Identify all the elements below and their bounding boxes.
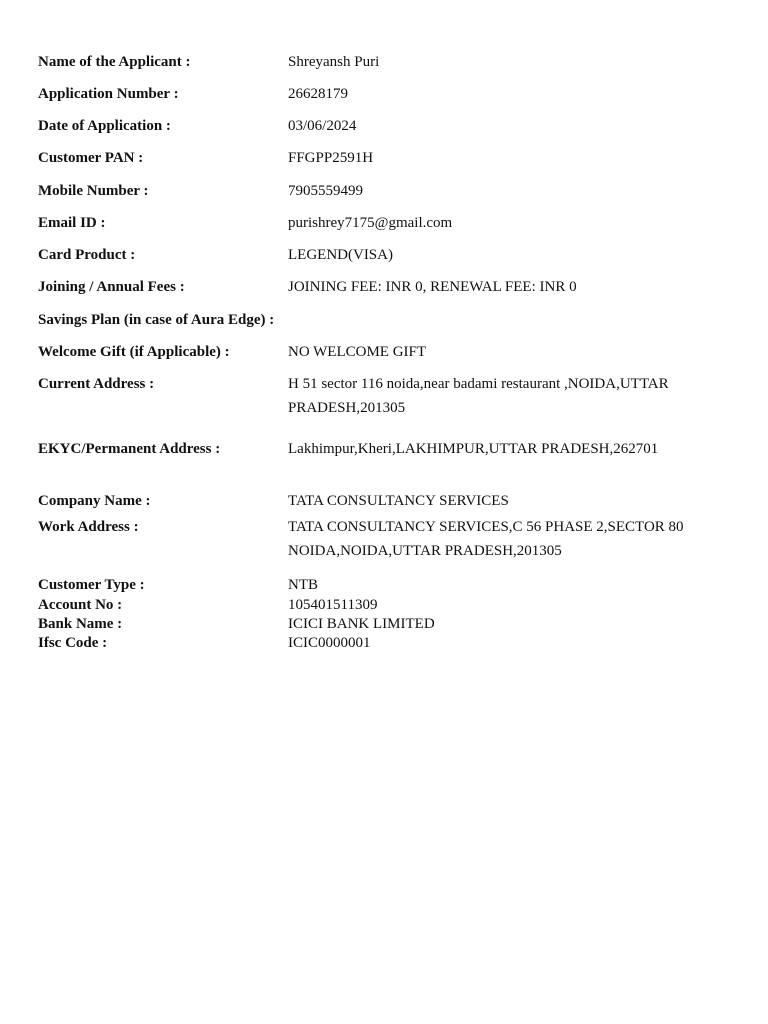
field-value: NTB [288,577,318,593]
field-value: JOINING FEE: INR 0, RENEWAL FEE: INR 0 [288,279,577,295]
field-label: Account No : [38,597,123,613]
field-value: FFGPP2591H [288,150,374,166]
field-label: Joining / Annual Fees : [38,279,185,295]
field-label: Savings Plan (in case of Aura Edge) : [38,312,275,328]
field-label: Name of the Applicant : [38,54,191,70]
field-label: Work Address : [38,519,139,535]
field-label: Current Address : [38,376,155,392]
field-label: Welcome Gift (if Applicable) : [38,344,230,360]
field-value: H 51 sector 116 noida,near badami restaurant ,NOIDA,UTTAR PRADESH,201305 [288,376,669,416]
field-value: ICICI BANK LIMITED [288,616,435,632]
field-value: TATA CONSULTANCY SERVICES,C 56 PHASE 2,SECTOR 80 NOIDA,NOIDA,UTTAR PRADESH,201305 [288,519,684,559]
field-value: NO WELCOME GIFT [288,344,427,360]
field-value: TATA CONSULTANCY SERVICES [288,493,509,509]
field-label: Company Name : [38,493,151,509]
field-label: Application Number : [38,86,179,102]
field-label: Mobile Number : [38,183,149,199]
field-label: Customer Type : [38,577,145,593]
field-value: 7905559499 [288,183,363,199]
field-label: Bank Name : [38,616,123,632]
field-value: ICIC0000001 [288,635,371,651]
field-value: Lakhimpur,Kheri,LAKHIMPUR,UTTAR PRADESH,262701 [288,441,659,457]
field-value: 105401511309 [288,597,378,613]
field-label: Email ID : [38,215,106,231]
field-value: 26628179 [288,86,348,102]
field-label: EKYC/Permanent Address : [38,441,221,457]
field-value: Shreyansh Puri [288,54,380,70]
field-value: purishrey7175@gmail.com [288,215,453,231]
field-value: 03/06/2024 [288,118,357,134]
field-label: Date of Application : [38,118,171,134]
field-label: Customer PAN : [38,150,144,166]
field-label: Ifsc Code : [38,635,108,651]
field-value: LEGEND(VISA) [288,247,393,263]
field-label: Card Product : [38,247,136,263]
